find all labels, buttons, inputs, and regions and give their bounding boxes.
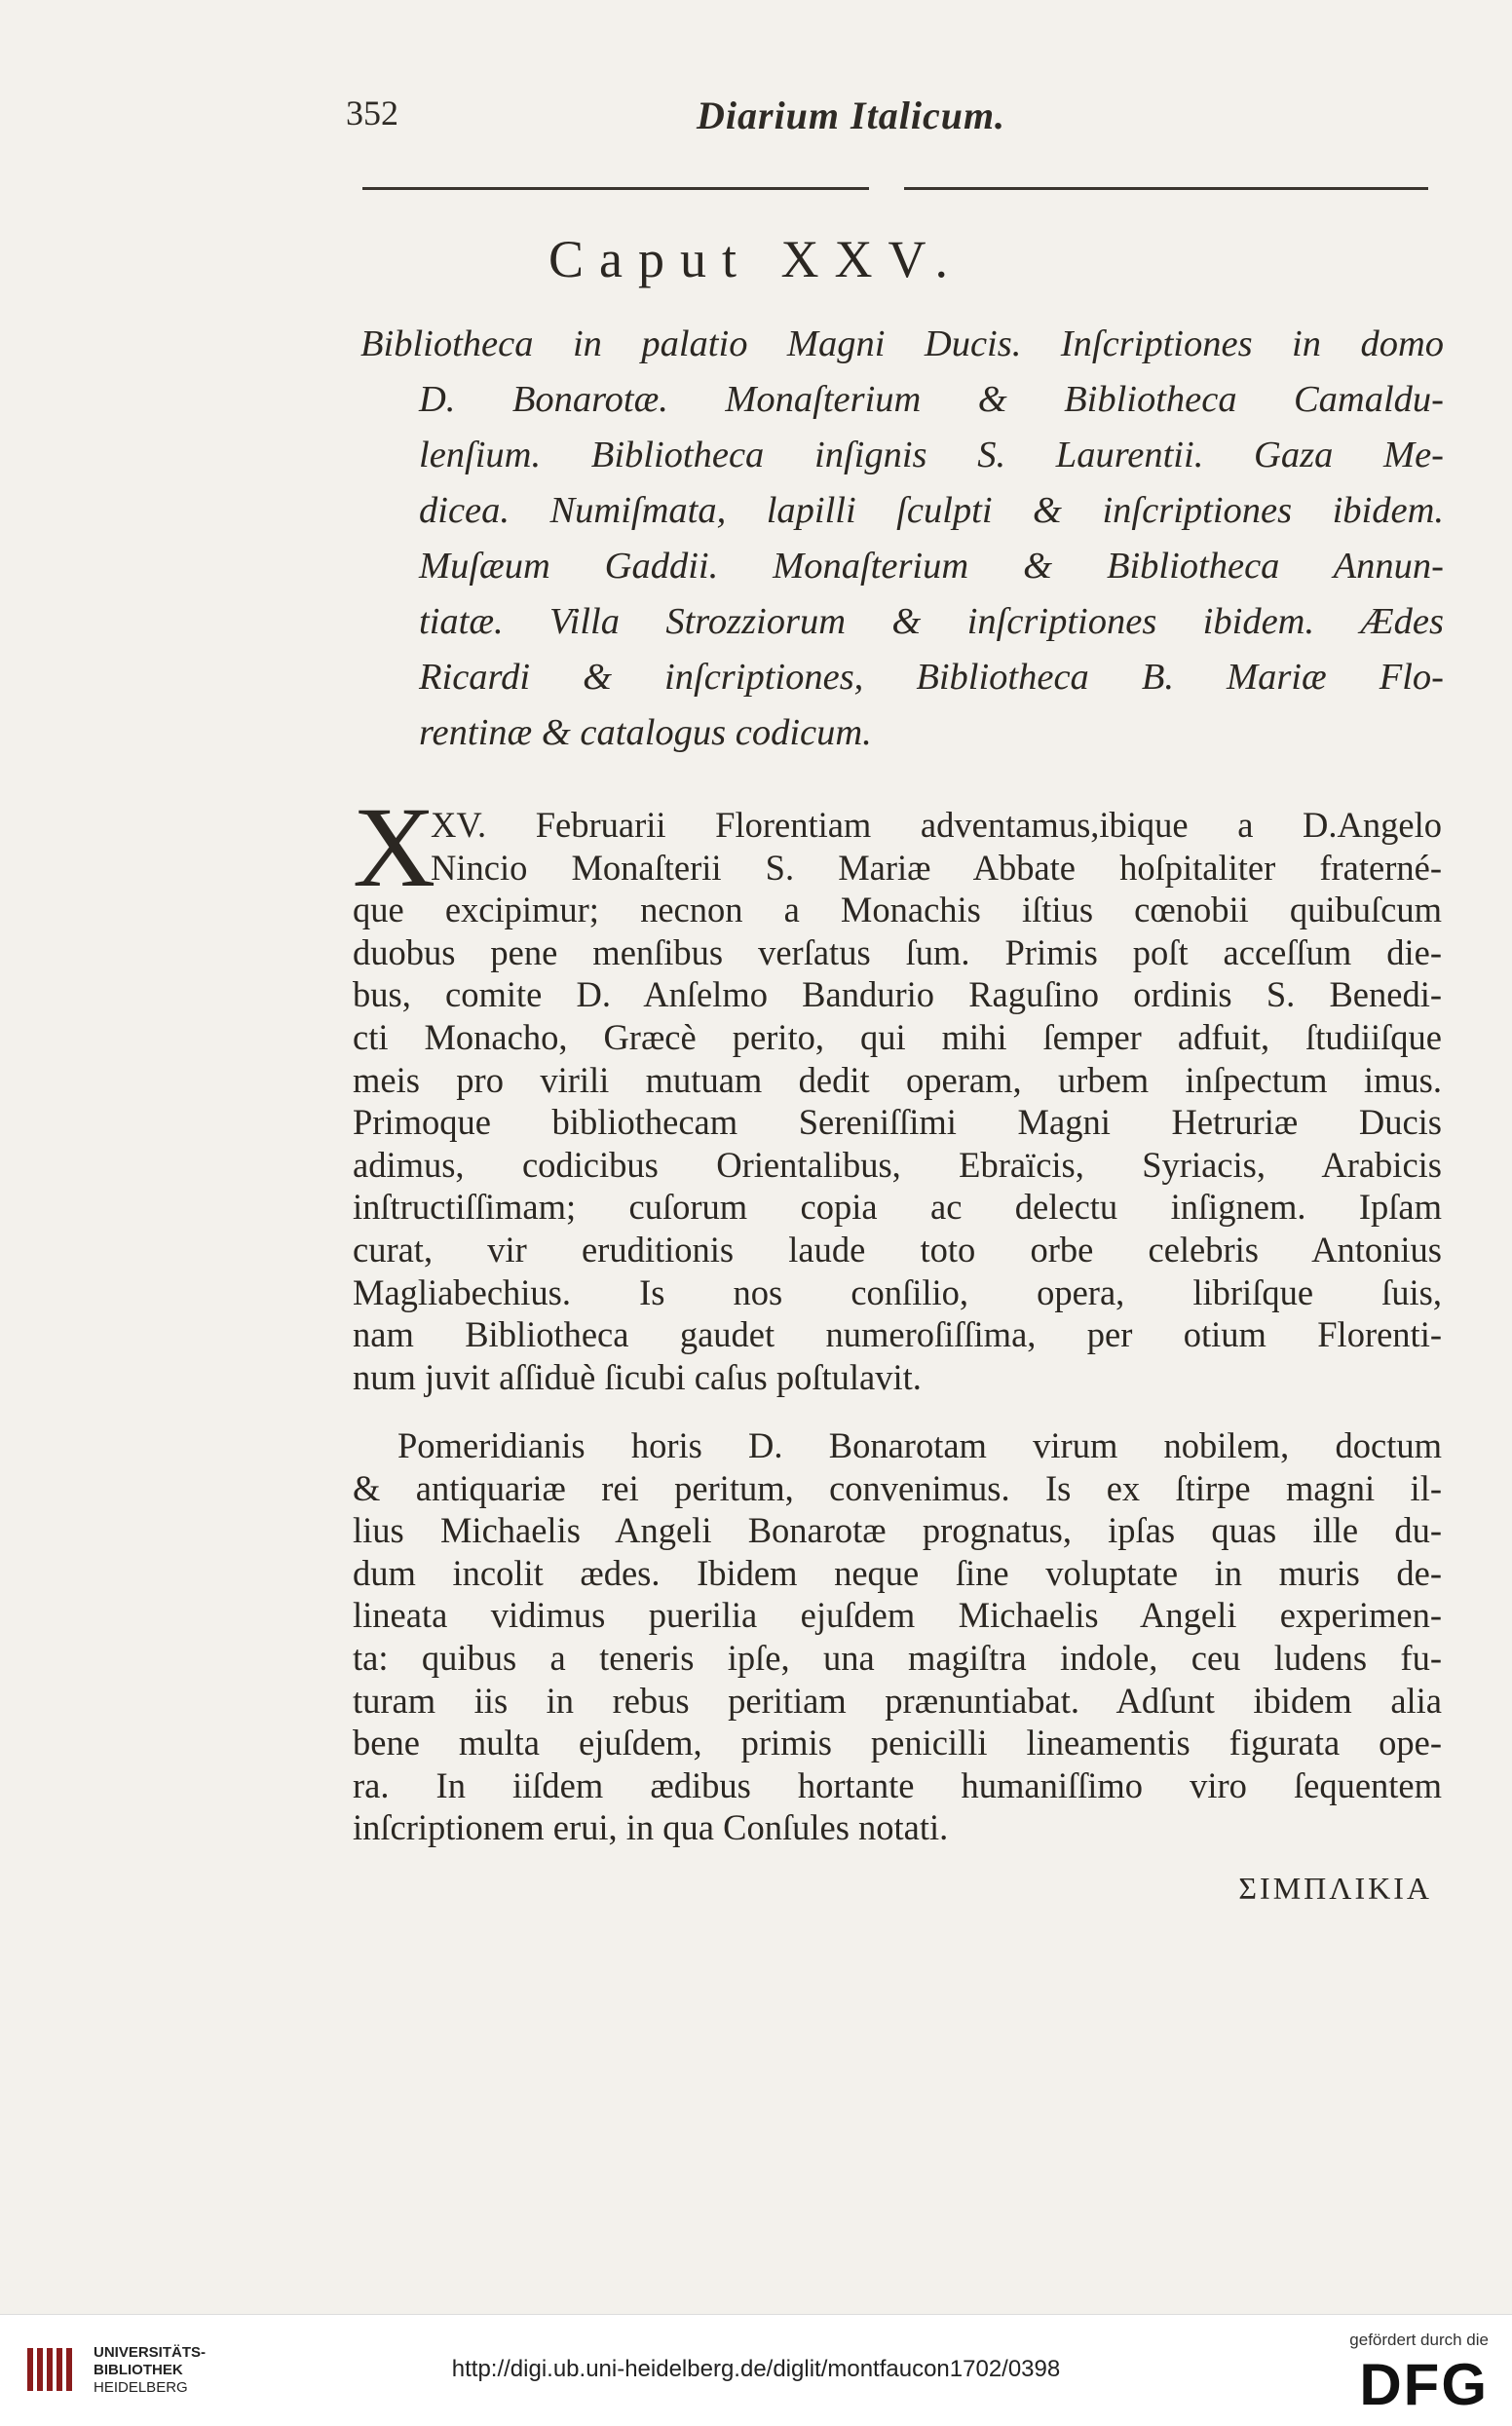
header-rule-right [904, 187, 1428, 190]
text-line: ra. In iiſdem ædibus hortante humaniſſimo viro ſequentem [353, 1764, 1442, 1805]
dfg-logo[interactable]: DFG [1359, 2352, 1489, 2417]
page-number: 352 [346, 94, 398, 133]
library-name-line: HEIDELBERG [94, 2379, 188, 2396]
summary-line: lenſium. Bibliotheca inſignis S. Laurentii. Gaza Me- [419, 435, 1444, 475]
text-line: duobus pene menſibus verſatus ſum. Primis poſt acceſſum die- [353, 931, 1442, 972]
viewer-footer [0, 2314, 1512, 2426]
text-line: Pomeridianis horis D. Bonarotam virum nobilem, doctum [397, 1425, 1442, 1465]
catchword: ΣΙΜΠΛΙΚΙΑ [1238, 1871, 1432, 1906]
text-line: lineata vidimus puerilia ejuſdem Michaelis Angeli experimen- [353, 1595, 1442, 1636]
text-line: & antiquariæ rei peritum, convenimus. Is ex ſtirpe magni il- [353, 1467, 1442, 1508]
text-line: XV. Februarii Florentiam adventamus,ibique a D.Angelo [431, 805, 1442, 845]
text-line: adimus, codicibus Orientalibus, Ebraïcis, Syriacis, Arabicis [353, 1144, 1442, 1185]
text-line: ta: quibus a teneris ipſe, una magiſtra indole, ceu ludens fu- [353, 1637, 1442, 1678]
text-line: curat, vir eruditionis laude toto orbe celebris Antonius [353, 1229, 1442, 1270]
summary-line: D. Bonarotæ. Monaſterium & Bibliotheca Camaldu- [419, 379, 1444, 420]
text-line: cti Monacho, Græcè perito, qui mihi ſemper adfuit, ſtudiiſque [353, 1016, 1442, 1057]
text-line: inſcriptionem erui, in qua Conſules notati. [353, 1807, 949, 1848]
chapter-title: Caput XXV. [548, 230, 964, 288]
text-line: Nincio Monaſterii S. Mariæ Abbate hoſpitaliter fraterné- [431, 847, 1442, 888]
text-line: bene multa ejuſdem, primis penicilli lineamentis figurata ope- [353, 1723, 1442, 1763]
running-title: Diarium Italicum. [697, 94, 1006, 137]
summary-line: Bibliotheca in palatio Magni Ducis. Inſcriptiones in domo [360, 323, 1444, 364]
page-header [346, 93, 1427, 151]
permalink-url[interactable]: http://digi.ub.uni-heidelberg.de/diglit/montfaucon1702/0398 [451, 2356, 1061, 2382]
text-line: nam Bibliotheca gaudet numeroſiſſima, per otium Florenti- [353, 1314, 1442, 1355]
summary-line: tiatæ. Villa Strozziorum & inſcriptiones ibidem. Ædes [419, 601, 1444, 642]
text-line: que excipimur; necnon a Monachis iſtius cœnobii quibuſcum [353, 890, 1442, 930]
text-line: Magliabechius. Is nos conſilio, opera, libriſque ſuis, [353, 1271, 1442, 1312]
summary-line: dicea. Numiſmata, lapilli ſculpti & inſcriptiones ibidem. [419, 490, 1444, 531]
header-rule-left [362, 187, 869, 190]
text-line: lius Michaelis Angeli Bonarotæ prognatus, ipſas quas ille du- [353, 1510, 1442, 1551]
summary-line: rentinæ & catalogus codicum. [419, 712, 872, 753]
text-line: meis pro virili mutuam dedit operam, urbem inſpectum imus. [353, 1059, 1442, 1100]
text-line: num juvit aſſiduè ſicubi caſus poſtulavit. [353, 1356, 922, 1397]
text-line: bus, comite D. Anſelmo Bandurio Raguſino ordinis S. Benedi- [353, 974, 1442, 1015]
text-line: turam iis in rebus peritiam prænuntiabat. Adſunt ibidem alia [353, 1680, 1442, 1721]
chapter-summary [360, 317, 1444, 761]
paragraph-2 [353, 1424, 1442, 1849]
text-line: Primoque bibliothecam Sereniſſimi Magni Hetruriæ Ducis [353, 1102, 1442, 1143]
summary-line: Muſæum Gaddii. Monaſterium & Bibliotheca Annun- [419, 546, 1444, 587]
drop-cap-initial: X [353, 783, 436, 911]
library-name-line: BIBLIOTHEK [94, 2362, 183, 2378]
library-name-line: UNIVERSITÄTS- [94, 2344, 207, 2361]
text-line: dum incolit ædes. Ibidem neque ſine voluptate in muris de- [353, 1552, 1442, 1593]
funding-text: gefördert durch die [1349, 2331, 1489, 2349]
paragraph-1 [353, 804, 1442, 1398]
text-line: inſtructiſſimam; cuſorum copia ac delectu inſignem. Ipſam [353, 1187, 1442, 1228]
summary-line: Ricardi & inſcriptiones, Bibliotheca B. Mariæ Flo- [419, 657, 1444, 698]
